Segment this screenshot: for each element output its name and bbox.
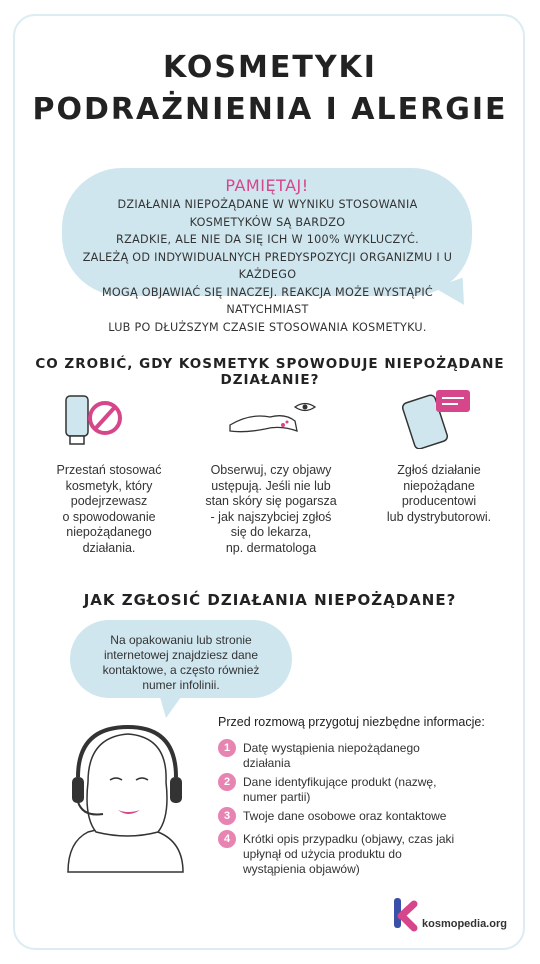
reminder-text [80, 196, 455, 336]
item-number-badge: 3 [218, 807, 236, 825]
speech-line: kontaktowe, a często również [102, 663, 260, 677]
speech-line: internetowej znajdziesz dane [103, 648, 259, 662]
brand-link[interactable]: kosmopedia.org [422, 918, 507, 930]
title-line-1: KOSMETYKI [163, 50, 377, 85]
step-line: o spowodowanie [62, 509, 156, 524]
step-line: ustępują. Jeśli nie lub [211, 478, 331, 493]
item-line: wystąpienia objawów) [243, 862, 360, 876]
speech-line: Na opakowaniu lub stronie [110, 633, 252, 647]
item-text [243, 832, 508, 877]
step-line: Przestań stosować [56, 463, 162, 477]
reminder-line: MOGĄ OBJAWIAĆ SIĘ INACZEJ. REAKCJA MOŻE WYSTĄPIĆ NATYCHMIAST [101, 285, 434, 316]
step-1-text [34, 463, 184, 556]
item-line: Twoje dane osobowe oraz kontaktowe [243, 809, 447, 823]
speech-text [86, 633, 276, 693]
step-3-text [364, 463, 514, 525]
step-line: podejrzewasz [70, 494, 148, 508]
info-title: Przed rozmową przygotuj niezbędne informacje: [218, 715, 485, 729]
reminder-title: PAMIĘTAJ! [225, 176, 309, 195]
step-line: niepożądanego [66, 525, 152, 539]
step-line: stan skóry się pogarsza [205, 494, 337, 508]
step-line: Zgłoś działanie [397, 463, 481, 477]
hand-eye-icon [225, 395, 325, 445]
step-line: - jak najszybciej zgłoś [210, 509, 332, 524]
consultant-illustration [48, 722, 198, 880]
speech-line: numer infolinii. [142, 678, 220, 692]
item-line: Krótki opis przypadku (objawy, czas jaki [243, 832, 455, 846]
speech-bubble-tail [158, 690, 186, 718]
reminder-line: RZADKIE, ALE NIE DA SIĘ ICH W 100% WYKLUCZYĆ. [116, 233, 419, 246]
step-line: się do lekarza, [230, 525, 312, 539]
step-line: działania. [82, 540, 136, 555]
item-line: Dane identyfikujące produkt (nazwę, [243, 775, 437, 789]
item-text [243, 809, 508, 824]
step-line: np. dermatologa [225, 540, 317, 555]
step-2-text [196, 463, 346, 556]
item-line: upłynął od użycia produktu do [243, 847, 402, 861]
cosmetic-stop-icon [60, 388, 130, 450]
item-number-badge: 1 [218, 739, 236, 757]
item-line: działania [243, 756, 291, 770]
item-text [243, 741, 508, 771]
item-text [243, 775, 508, 805]
section1-question: CO ZROBIĆ, GDY KOSMETYK SPOWODUJE NIEPOŻĄDANE DZIAŁANIE? [35, 356, 505, 388]
step-line: Obserwuj, czy objawy [210, 463, 332, 477]
item-line: Datę wystąpienia niepożądanego [243, 741, 420, 755]
title-line-2: PODRAŻNIENIA I ALERGIE [32, 92, 508, 127]
step-line: lub dystrybutorowi. [386, 509, 492, 524]
step-line: niepożądane [403, 478, 475, 493]
reminder-line: DZIAŁANIA NIEPOŻĄDANE W WYNIKU STOSOWANIA KOSMETYKÓW SĄ BARDZO [117, 198, 418, 229]
phone-report-icon [400, 384, 475, 449]
step-line: producentowi [401, 494, 477, 508]
item-number-badge: 4 [218, 830, 236, 848]
section2-question: JAK ZGŁOSIĆ DZIAŁANIA NIEPOŻĄDANE? [83, 591, 457, 609]
item-number-badge: 2 [218, 773, 236, 791]
reminder-line: LUB PO DŁUŻSZYM CZASIE STOSOWANIA KOSMETYKU. [108, 320, 427, 334]
reminder-line: ZALEŻĄ OD INDYWIDUALNYCH PREDYSPOZYCJI ORGANIZMU I U KAŻDEGO [82, 250, 453, 281]
item-line: numer partii) [243, 790, 311, 804]
step-line: kosmetyk, który [65, 478, 153, 493]
kosmopedia-logo-icon [390, 896, 420, 932]
